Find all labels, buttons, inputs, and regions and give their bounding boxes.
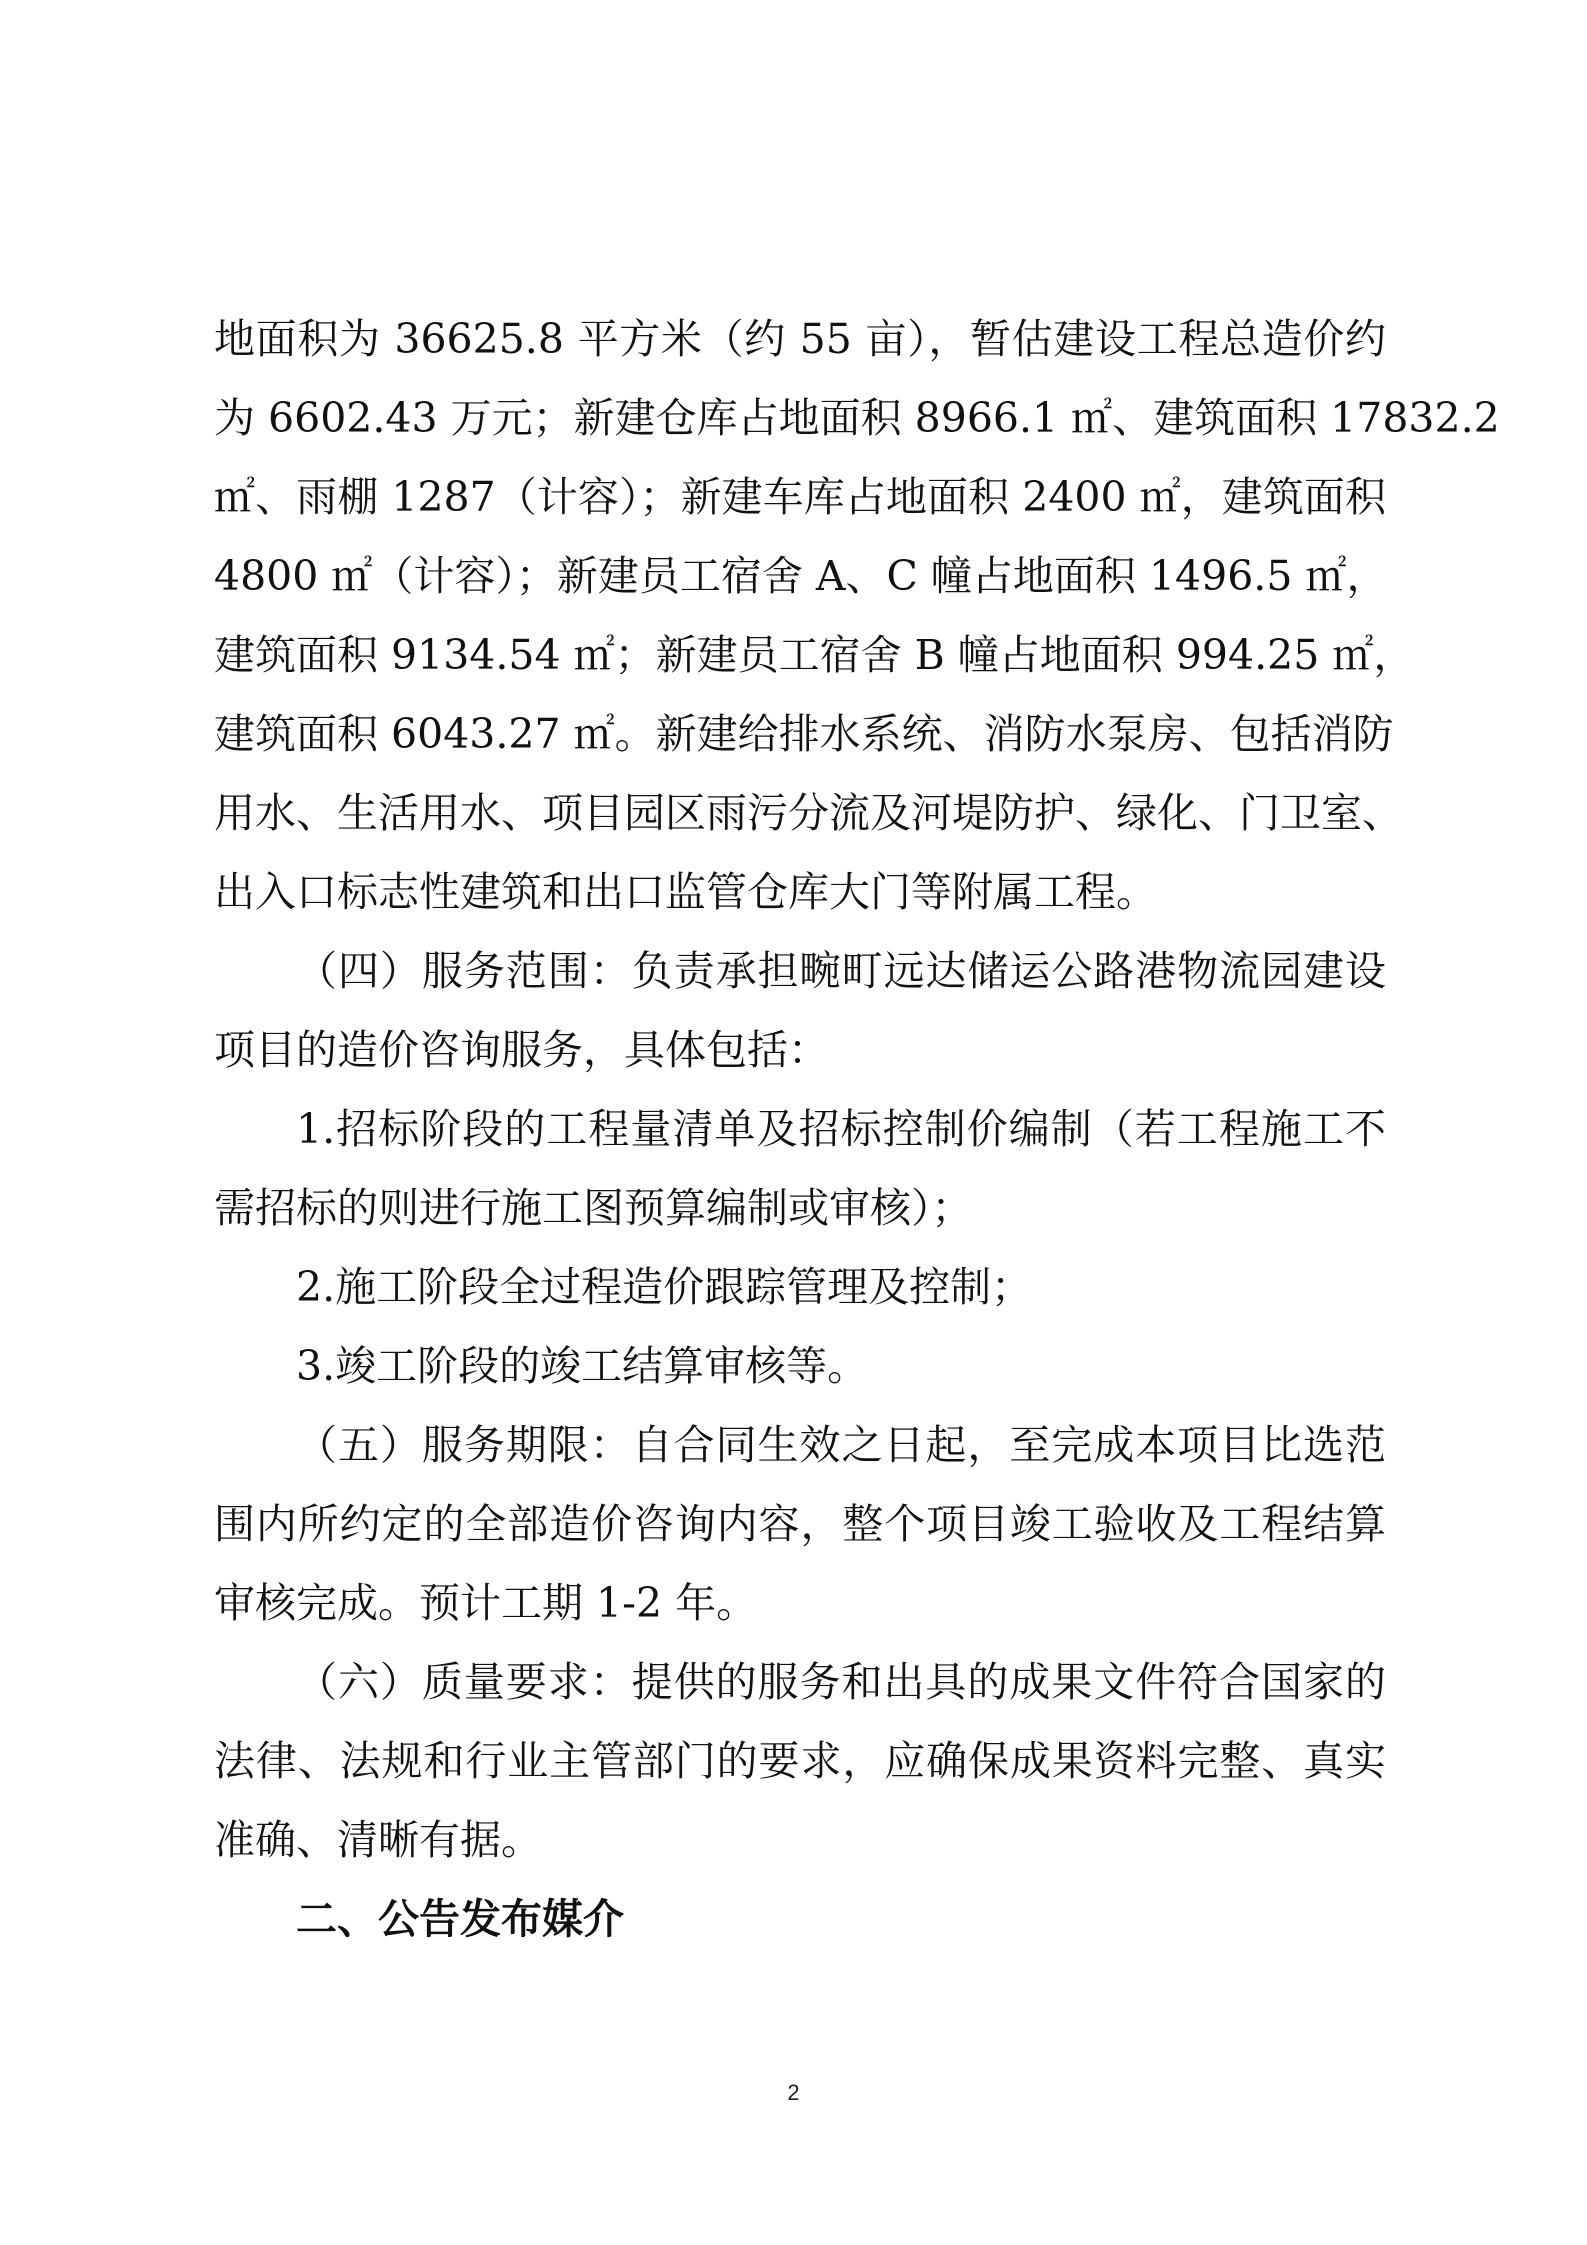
paragraph-project-overview bbox=[214, 300, 1500, 932]
paragraph-service-period bbox=[214, 1406, 1386, 1643]
paragraph-quality bbox=[214, 1643, 1386, 1880]
section-heading-announcement-media: 二、公告发布媒介 bbox=[296, 1895, 624, 1943]
text-line: 项目的造价咨询服务，具体包括： bbox=[214, 1026, 829, 1074]
paragraph-service-scope bbox=[214, 932, 1386, 1090]
text-line: 3.竣工阶段的竣工结算审核等。 bbox=[296, 1342, 869, 1390]
text-line: 围内所约定的全部造价咨询内容，整个项目竣工验收及工程结算 bbox=[214, 1500, 1386, 1548]
text-line: 为 6602.43 万元；新建仓库占地面积 8966.1 ㎡、建筑面积 17832.2 bbox=[214, 394, 1500, 442]
text-line: 4800 ㎡（计容）；新建员工宿舍 A、C 幢占地面积 1496.5 ㎡， bbox=[214, 552, 1388, 600]
text-line: 建筑面积 6043.27 ㎡。新建给排水系统、消防水泵房、包括消防 bbox=[214, 710, 1394, 758]
text-line: 需招标的则进行施工图预算编制或审核）； bbox=[214, 1184, 973, 1232]
text-line: 1.招标阶段的工程量清单及招标控制价编制（若工程施工不 bbox=[296, 1105, 1386, 1153]
text-line: ㎡、雨棚 1287（计容）；新建车库占地面积 2400 ㎡，建筑面积 bbox=[214, 473, 1386, 521]
text-line: 法律、法规和行业主管部门的要求，应确保成果资料完整、真实 bbox=[214, 1737, 1386, 1785]
text-line: 地面积为 36625.8 平方米（约 55 亩），暂估建设工程总造价约 bbox=[214, 315, 1386, 363]
document-body bbox=[214, 300, 1500, 1959]
text-line: （五）服务期限：自合同生效之日起，至完成本项目比选范 bbox=[296, 1421, 1386, 1469]
scope-item-3 bbox=[214, 1327, 1386, 1406]
text-line: 用水、生活用水、项目园区雨污分流及河堤防护、绿化、门卫室、 bbox=[214, 789, 1403, 837]
text-line: （四）服务范围：负责承担畹町远达储运公路港物流园建设 bbox=[296, 947, 1386, 995]
text-line: 建筑面积 9134.54 ㎡；新建员工宿舍 B 幢占地面积 994.25 ㎡， bbox=[214, 631, 1415, 679]
page-number: 2 bbox=[787, 2080, 800, 2105]
scope-item-2 bbox=[214, 1248, 1386, 1327]
scope-item-1 bbox=[214, 1090, 1386, 1248]
text-line: 审核完成。预计工期 1-2 年。 bbox=[214, 1579, 758, 1627]
text-line: 2.施工阶段全过程造价跟踪管理及控制； bbox=[296, 1263, 1033, 1311]
text-line: （六）质量要求：提供的服务和出具的成果文件符合国家的 bbox=[296, 1658, 1386, 1706]
text-line: 准确、清晰有据。 bbox=[214, 1816, 542, 1864]
text-line: 出入口标志性建筑和出口监管仓库大门等附属工程。 bbox=[214, 868, 1157, 916]
